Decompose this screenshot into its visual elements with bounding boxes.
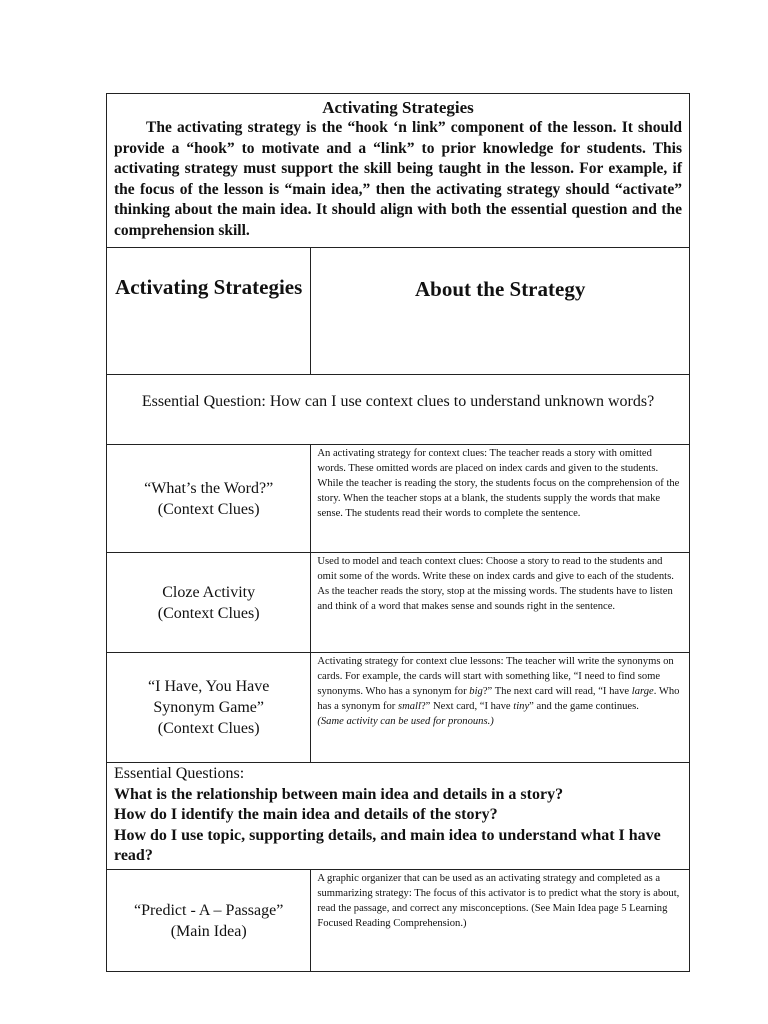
essential-question-item: How do I use topic, supporting details, and main idea to understand what I have read? xyxy=(114,826,661,864)
header-row xyxy=(107,248,690,375)
strategy-name-line: (Main Idea) xyxy=(170,922,247,940)
strategy-name xyxy=(107,445,311,553)
essential-questions-heading: Essential Questions: xyxy=(114,765,245,782)
strategy-description: A graphic organizer that can be used as an activating strategy and completed as a summarizing strategy: The focus of this activator is to predict what the story is about, read the passage, and correct any misconceptions. (See Main Idea page 5 Learning Focused Reading Comprehension.) xyxy=(311,870,690,972)
strategy-row xyxy=(107,870,690,972)
desc-text: Activating strategy for context clue lessons: The teacher will write the synonyms on cards. For example, the cards will start with something like, “I need to find some synonyms. Who has a synonym for xyxy=(317,656,674,698)
desc-emphasis: big xyxy=(469,686,483,698)
strategy-name-line: Synonym Game” xyxy=(153,699,264,716)
essential-questions-row xyxy=(107,763,690,870)
essential-question-item: What is the relationship between main idea and details in a story? xyxy=(114,785,564,803)
strategy-row xyxy=(107,653,690,763)
strategy-name-line: “What’s the Word?” xyxy=(144,479,274,497)
intro-title: Activating Strategies xyxy=(322,98,474,117)
desc-emphasis: large xyxy=(631,686,654,698)
essential-questions xyxy=(107,763,690,870)
strategy-description: An activating strategy for context clues: The teacher reads a story with omitted words. These omitted words are placed on index cards and given to the students. While the teacher is reading the story, the students focus on the comprehension of the story. When the teacher stops at a blank, the students supply the words that make sense. The students read their words to complete the sentence. xyxy=(311,445,690,553)
strategy-name xyxy=(107,553,311,653)
desc-text: . Who has a synonym for xyxy=(317,686,680,713)
desc-emphasis: tiny xyxy=(513,701,530,713)
strategies-table xyxy=(106,93,690,972)
desc-text: ?” Next card, “I have xyxy=(420,701,514,713)
strategy-row xyxy=(107,553,690,653)
intro-body: The activating strategy is the “hook ‘n link” component of the lesson. It should provide a “hook” to motivate and a “link” to prior knowledge for students. This activating strategy must support the skill being taught in the lesson. For example, if the focus of the lesson is “main idea,” then the activating strategy should “activate” thinking about the main idea. It should align with both the essential question and the comprehension skill. xyxy=(114,119,682,239)
intro-cell xyxy=(107,94,690,248)
desc-text: ” and the game continues. xyxy=(529,701,639,713)
desc-text: ?” The next card will read, “I have xyxy=(482,686,632,698)
strategy-description xyxy=(311,653,690,763)
desc-emphasis: small xyxy=(397,701,421,713)
strategy-name-line: “I Have, You Have xyxy=(148,678,270,695)
strategy-name-line: (Context Clues) xyxy=(157,720,260,737)
strategy-name xyxy=(107,870,311,972)
strategy-name-line: Cloze Activity xyxy=(162,583,256,601)
essential-question-row xyxy=(107,375,690,445)
intro-row xyxy=(107,94,690,248)
strategy-name-line: “Predict - A – Passage” xyxy=(134,901,284,919)
strategy-row xyxy=(107,445,690,553)
column-header-strategies: Activating Strategies xyxy=(107,248,311,375)
strategy-name xyxy=(107,653,311,763)
desc-note: (Same activity can be used for pronouns.) xyxy=(317,716,494,728)
strategy-description: Used to model and teach context clues: Choose a story to read to the students and omit some of the words. Write these on index cards and give to each of the students. As the teacher reads the story, stop at the missing words. The students have to listen and think of a word that makes sense and sounds right in the sentence. xyxy=(311,553,690,653)
essential-question-item: How do I identify the main idea and details of the story? xyxy=(114,806,498,823)
strategy-name-line: (Context Clues) xyxy=(157,500,260,518)
essential-question: Essential Question: How can I use context clues to understand unknown words? xyxy=(107,375,690,445)
column-header-about: About the Strategy xyxy=(311,248,690,375)
strategy-name-line: (Context Clues) xyxy=(157,604,260,622)
